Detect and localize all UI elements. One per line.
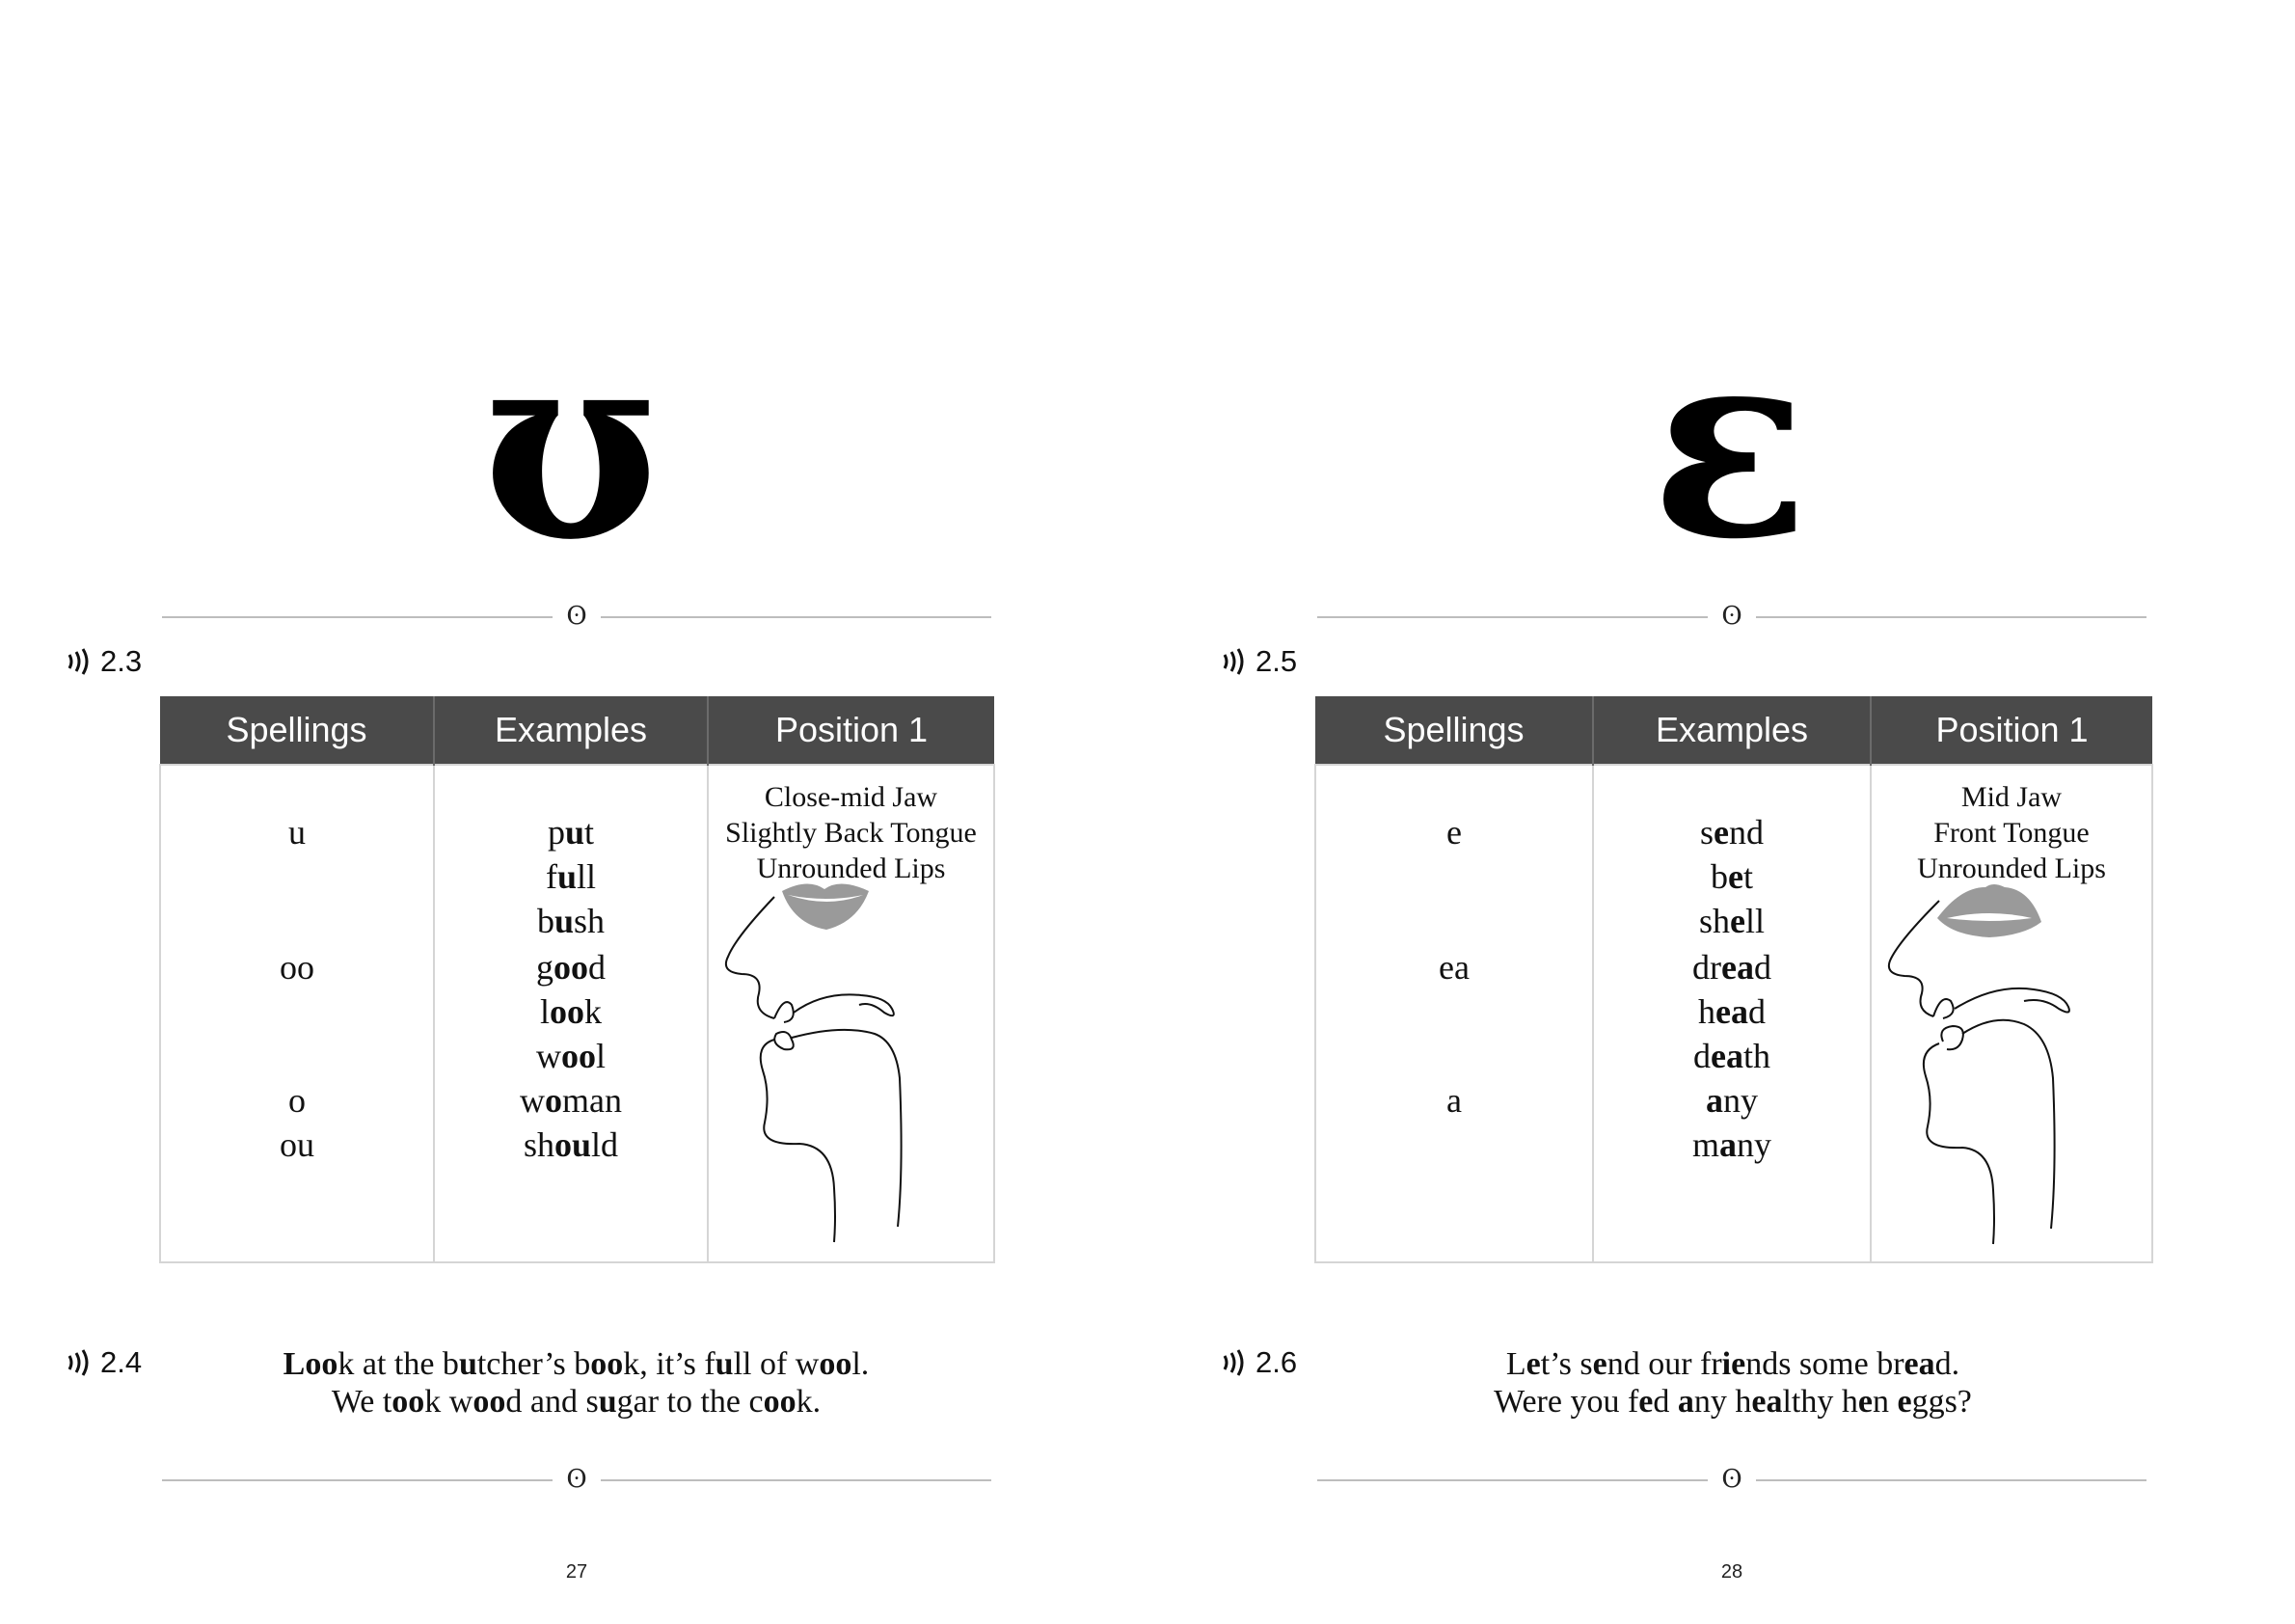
examples-cell (1593, 765, 1871, 1262)
audio-track-table[interactable] (64, 644, 142, 679)
mouth-diagram (1879, 880, 2149, 1246)
header-spellings: Spellings (1315, 696, 1593, 765)
sentence: Look at the butcher’s book, it’s full of wool. (283, 1346, 870, 1382)
sound-table (1314, 696, 2153, 1263)
position-description: Mid Jaw Front Tongue Unrounded Lips (1917, 781, 2106, 884)
page-right (1148, 0, 2295, 1624)
example-word: send (1700, 813, 1764, 852)
track-number: 2.6 (1256, 1345, 1298, 1379)
mouth-profile-icon (1889, 901, 2069, 1244)
ornament: ʘ (1721, 602, 1742, 631)
header-examples: Examples (434, 696, 708, 765)
example-word: good (536, 948, 606, 987)
audio-track-sentences[interactable] (1219, 1345, 1297, 1380)
sentence: Were you fed any healthy hen eggs? (1494, 1384, 1972, 1420)
examples-cell (434, 765, 708, 1262)
audio-waves-icon (1219, 1347, 1248, 1378)
spelling-item: ou (280, 1125, 314, 1164)
mouth-profile-icon (726, 897, 902, 1242)
example-word: bush (536, 902, 606, 940)
example-word: bet (1711, 857, 1753, 896)
header-position: Position 1 (708, 696, 994, 765)
divider-top (162, 602, 991, 631)
example-word: wool (535, 1037, 606, 1075)
practice-sentences (159, 1345, 993, 1421)
spellings-cell (160, 765, 434, 1262)
example-word: head (1698, 992, 1766, 1031)
header-spellings: Spellings (160, 696, 434, 765)
spelling-item: a (1446, 1081, 1462, 1120)
page-number: 28 (1720, 1561, 1743, 1583)
example-word: any (1706, 1081, 1758, 1120)
lips-icon (782, 883, 869, 930)
audio-track-sentences[interactable] (64, 1345, 142, 1380)
example-word: woman (520, 1081, 622, 1120)
example-word: many (1691, 1125, 1771, 1164)
example-word: put (547, 813, 595, 852)
example-word: dread (1692, 948, 1771, 987)
example-word: full (545, 857, 597, 896)
header-examples: Examples (1593, 696, 1871, 765)
example-word: look (539, 992, 602, 1031)
mouth-diagram (716, 880, 986, 1246)
track-number: 2.5 (1256, 644, 1298, 678)
track-number: 2.3 (100, 644, 143, 678)
lips-icon (1937, 884, 2041, 937)
phoneme-symbol: ɛ (1651, 290, 1810, 597)
audio-waves-icon (64, 646, 93, 677)
sentence: We took wood and sugar to the cook. (331, 1384, 822, 1420)
sound-table (159, 696, 995, 1263)
spelling-item: e (1446, 813, 1462, 852)
track-number: 2.4 (100, 1345, 143, 1379)
ornament: ʘ (1721, 1465, 1742, 1494)
divider-top (1317, 602, 2146, 631)
spelling-item: ea (1439, 948, 1470, 987)
sentence: Let’s send our friends some bread. (1505, 1346, 1960, 1382)
audio-waves-icon (1219, 646, 1248, 677)
ornament: ʘ (566, 602, 587, 631)
audio-track-table[interactable] (1219, 644, 1297, 679)
audio-waves-icon (64, 1347, 93, 1378)
spelling-item: u (288, 813, 306, 852)
spelling-item: o (288, 1081, 306, 1120)
example-word: shell (1698, 902, 1765, 940)
phoneme-symbol: ʊ (482, 290, 660, 597)
position-cell (1871, 765, 2152, 1262)
position-cell (708, 765, 994, 1262)
divider-bottom (162, 1465, 991, 1494)
position-description: Close-mid Jaw Slightly Back Tongue Unrounded Lips (725, 781, 977, 884)
page-number: 27 (565, 1561, 588, 1583)
ornament: ʘ (566, 1465, 587, 1494)
header-position: Position 1 (1871, 696, 2152, 765)
spellings-cell (1315, 765, 1593, 1262)
example-word: death (1693, 1037, 1770, 1075)
spelling-item: oo (280, 948, 314, 987)
example-word: should (523, 1125, 619, 1164)
divider-bottom (1317, 1465, 2146, 1494)
practice-sentences (1314, 1345, 2151, 1421)
